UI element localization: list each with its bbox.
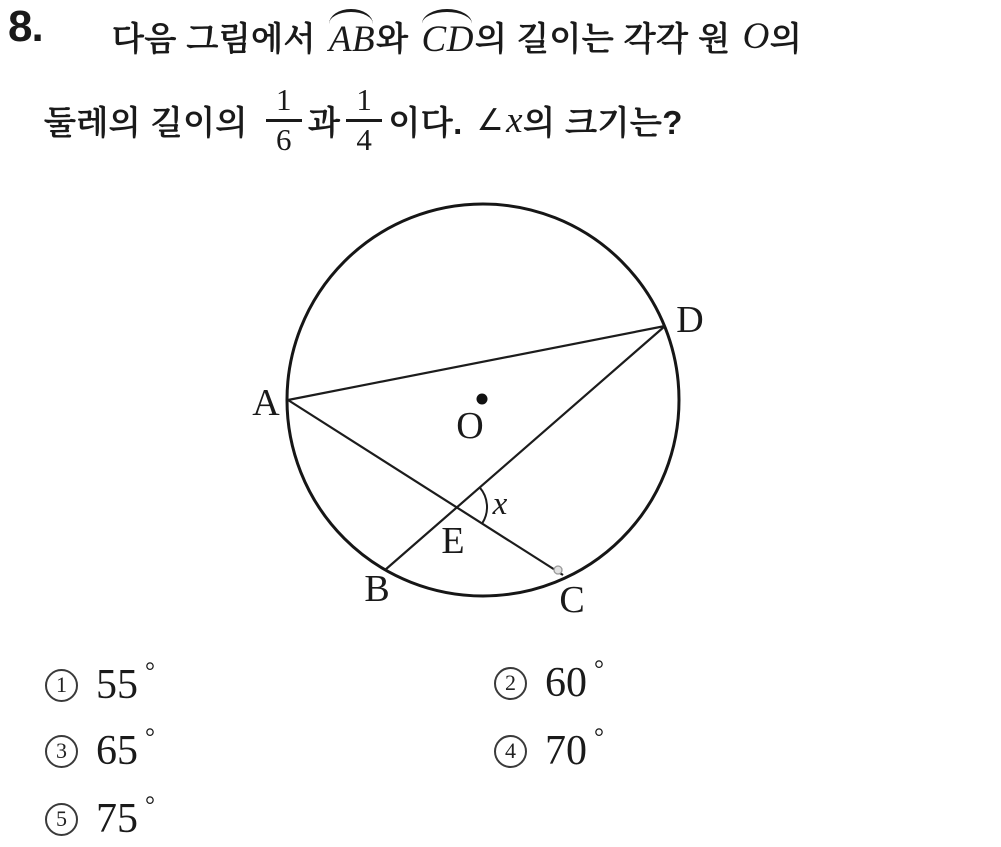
question-text-8: 의 크기는? <box>523 103 683 141</box>
fraction-denominator: 6 <box>275 121 292 157</box>
angle-x-arc <box>480 487 487 523</box>
option-4-value: 70 <box>545 728 587 774</box>
label-point-c: C <box>559 579 585 621</box>
label-angle-x: x <box>492 486 508 522</box>
question-text-6: 과 <box>307 103 341 141</box>
option-5-degree-symbol: ° <box>145 792 155 819</box>
option-3-value: 65 <box>96 728 138 774</box>
center-dot <box>477 394 488 405</box>
problem-number: 8. <box>8 2 43 51</box>
option-2-degree-symbol: ° <box>594 656 604 683</box>
chord-ac <box>288 400 563 575</box>
answer-option-1[interactable] <box>45 658 155 709</box>
answer-option-3[interactable] <box>45 724 155 775</box>
option-5-value: 75 <box>96 796 138 842</box>
chord-bd <box>385 326 665 570</box>
option-3-degree-symbol: ° <box>145 724 155 751</box>
angle-variable-x: x <box>506 99 524 141</box>
option-4-degree-symbol: ° <box>594 724 604 751</box>
question-text-7: 이다. <box>388 103 463 141</box>
chord-ad <box>288 326 665 400</box>
question-text-5: 둘레의 길이의 <box>44 103 248 141</box>
fraction-numerator: 1 <box>346 83 382 122</box>
fraction-numerator: 1 <box>266 83 302 122</box>
answer-option-2[interactable] <box>494 656 604 707</box>
label-point-b: B <box>364 568 390 610</box>
option-3-circle-number: 3 <box>45 735 78 768</box>
option-1-circle-number: 1 <box>45 669 78 702</box>
point-c-marker <box>554 566 562 574</box>
question-text-1: 다음 그림에서 <box>112 19 316 57</box>
label-point-d: D <box>676 299 704 341</box>
label-point-e: E <box>441 520 465 562</box>
question-text-2: 와 <box>376 19 409 57</box>
question-text-3: 의 길이는 각각 원 <box>474 19 731 57</box>
fraction-denominator: 4 <box>356 121 373 157</box>
option-4-circle-number: 4 <box>494 735 527 768</box>
option-1-value: 55 <box>96 662 138 708</box>
option-2-circle-number: 2 <box>494 667 527 700</box>
answer-option-5[interactable] <box>45 792 155 843</box>
label-point-a: A <box>252 382 280 424</box>
option-5-circle-number: 5 <box>45 803 78 836</box>
answer-option-4[interactable] <box>494 724 604 775</box>
angle-symbol: ∠ <box>476 102 505 138</box>
arc-ab-notation: AB <box>328 18 376 60</box>
circle-name-o: O <box>742 15 770 57</box>
option-1-degree-symbol: ° <box>145 658 155 685</box>
option-2-value: 60 <box>545 660 587 706</box>
arc-cd-notation: CD <box>421 18 474 60</box>
question-text-4: 의 <box>769 19 803 57</box>
label-center-o: O <box>456 405 484 447</box>
